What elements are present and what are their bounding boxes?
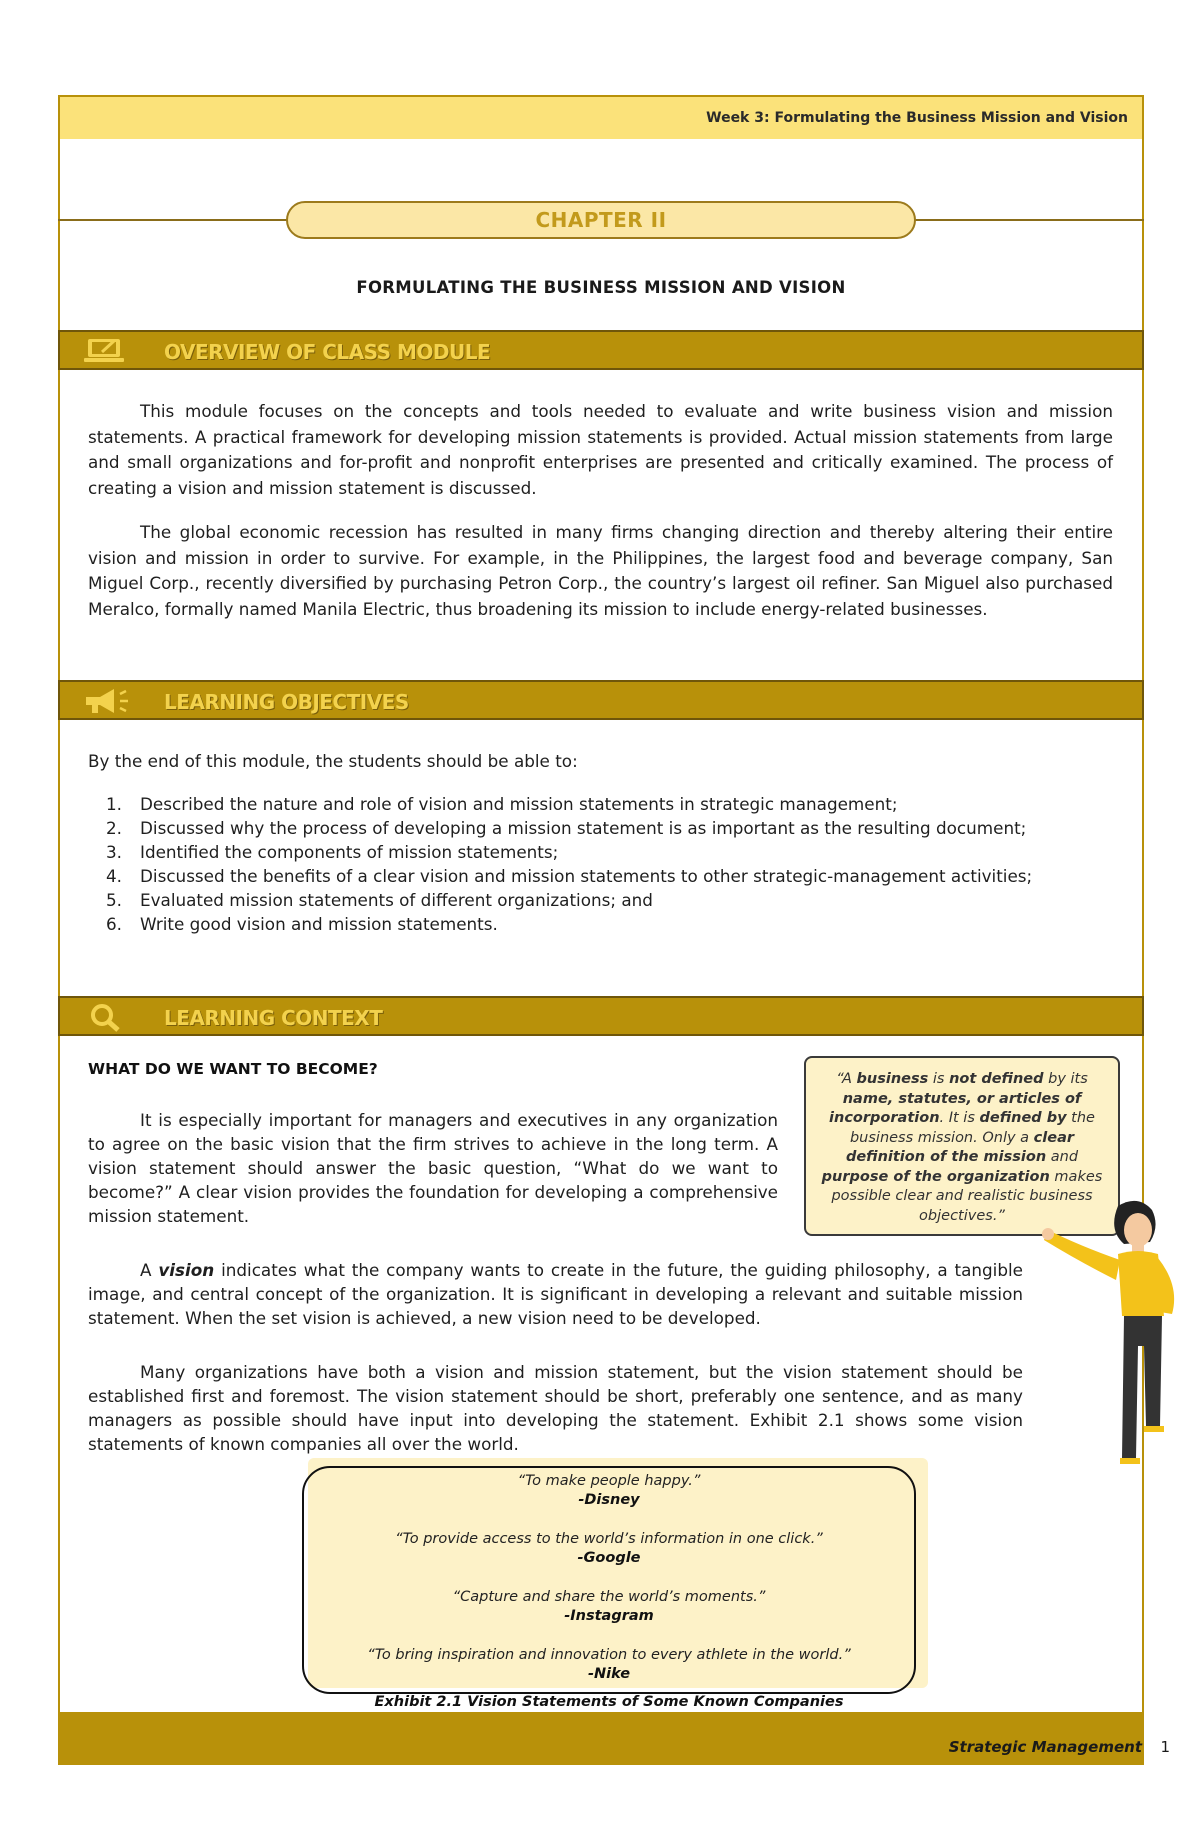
objectives-list: [88, 792, 1113, 936]
exhibit-quote: “To bring inspiration and innovation to every athlete in the world.”: [367, 1647, 851, 1663]
exhibit-company: -Google: [577, 1550, 641, 1566]
exhibit-quote: “To provide access to the world’s information in one click.”: [395, 1531, 823, 1547]
list-item: 6. Write good vision and mission statements.: [106, 914, 498, 934]
section-overview-label: OVERVIEW OF CLASS MODULE: [164, 340, 491, 364]
exhibit-company: -Instagram: [564, 1608, 654, 1624]
week-label: Week 3: Formulating the Business Mission and Vision: [706, 110, 1128, 126]
exhibit-quote: “Capture and share the world’s moments.”: [452, 1589, 766, 1605]
megaphone-icon: [80, 686, 140, 716]
exhibit-vision-statements: [302, 1466, 916, 1694]
magnifier-icon: [80, 1002, 140, 1032]
exhibit-caption: Exhibit 2.1 Vision Statements of Some Known Companies: [374, 1694, 844, 1710]
context-paragraph-2: A vision indicates what the company wants to create in the future, the guiding philosophy, a tangible image, and central concept of the organization. It is significant in developing a relevant and suitable mission statement. When the set vision is achieved, a new vision need to be developed.: [88, 1260, 1023, 1328]
list-item: 5. Evaluated mission statements of different organizations; and: [106, 890, 653, 910]
context-subhead: WHAT DO WE WANT TO BECOME?: [88, 1060, 378, 1078]
header-bar: [58, 95, 1144, 139]
laptop-pen-icon: [80, 336, 140, 366]
section-objectives-label: LEARNING OBJECTIVES: [164, 690, 409, 714]
drucker-quote: “A business is not defined by its name, statutes, or articles of incorporation. It is defined by the business mission. Only a clear definition of the mission and purpose of the organization makes possible clear and realistic business objectives.”: [804, 1056, 1120, 1236]
chapter-title: FORMULATING THE BUSINESS MISSION AND VISION: [356, 278, 846, 297]
list-item: 2. Discussed why the process of developing a mission statement is as important as the resulting document;: [106, 818, 1027, 838]
section-overview: [58, 330, 1144, 370]
exhibit-company: -Nike: [587, 1666, 631, 1682]
section-context-label: LEARNING CONTEXT: [164, 1006, 383, 1030]
list-item: 3. Identified the components of mission statements;: [106, 842, 559, 862]
chapter-label: CHAPTER II: [286, 201, 916, 239]
section-context: [58, 996, 1144, 1036]
objectives-intro: By the end of this module, the students should be able to:: [88, 751, 578, 771]
exhibit-quote: “To make people happy.”: [517, 1473, 701, 1489]
overview-paragraph-2: The global economic recession has resulted in many firms changing direction and thereby altering their entire vision and mission in order to survive. For example, in the Philippines, the largest food and beverage company, San Miguel Corp., recently diversified by purchasing Petron Corp., the country’s largest oil refiner. San Miguel also purchased Meralco, formally named Manila Electric, thus broadening its mission to include energy-related businesses.: [88, 522, 1113, 619]
overview-paragraph-1: This module focuses on the concepts and tools needed to evaluate and write business vision and mission statements. A practical framework for developing mission statements is provided. Actual mission statements from large and small organizations and for-profit and nonprofit enterprises are presented and critically examined. The process of creating a vision and mission statement is discussed.: [88, 401, 1113, 498]
exhibit-company: -Disney: [578, 1492, 640, 1508]
footer-label: Strategic Management: [948, 1738, 1142, 1756]
context-paragraph-3: Many organizations have both a vision and mission statement, but the vision statement should be established first and foremost. The vision statement should be short, preferably one sentence, and as many managers as possible should have input into developing the statement. Exhibit 2.1 shows some vision statements of known companies all over the world.: [88, 1362, 1023, 1454]
section-objectives: [58, 680, 1144, 720]
context-paragraph-1: It is especially important for managers and executives in any organization to agree on the basic vision that the firm strives to achieve in the long term. A vision statement should answer the basic question, “What do we want to become?” A clear vision provides the foundation for developing a comprehensive mission statement.: [88, 1110, 778, 1226]
page-number: 1: [1160, 1738, 1170, 1756]
list-item: 1. Described the nature and role of vision and mission statements in strategic management;: [106, 794, 898, 814]
list-item: 4. Discussed the benefits of a clear vision and mission statements to other strategic-management activities;: [106, 866, 1033, 886]
presenter-illustration: [1040, 1196, 1200, 1486]
